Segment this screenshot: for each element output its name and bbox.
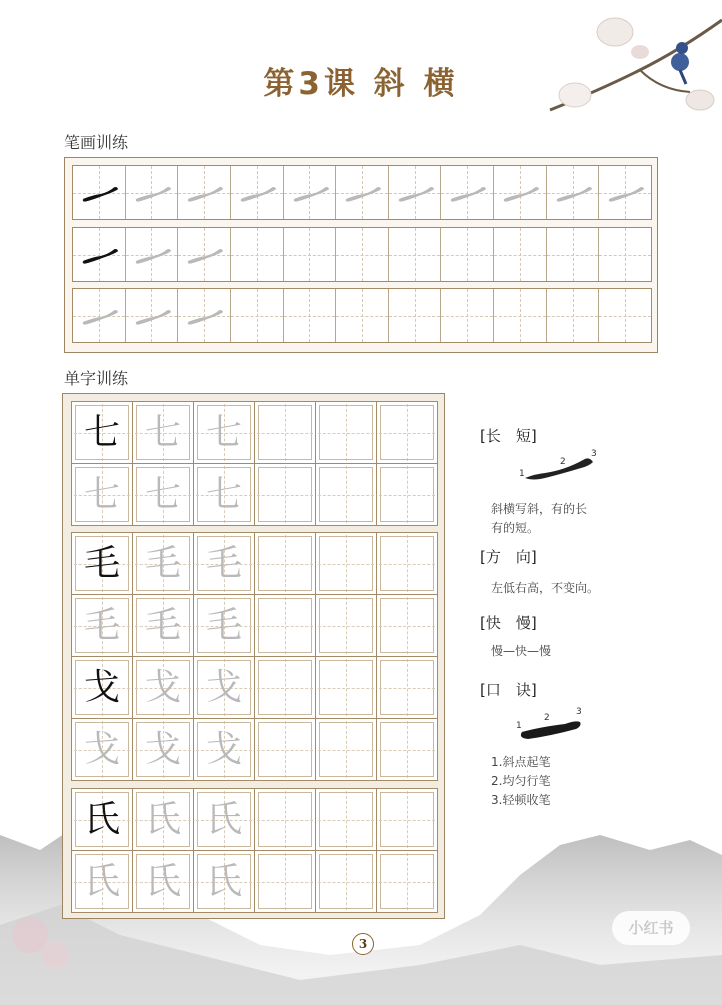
- char-cell[interactable]: [72, 464, 133, 525]
- tracing-character: 戈: [144, 666, 181, 708]
- char-cell[interactable]: [316, 533, 377, 594]
- char-cell[interactable]: [194, 789, 255, 850]
- tracing-character: 氏: [205, 860, 242, 902]
- stroke-cell[interactable]: [231, 289, 284, 342]
- stroke-row: [72, 165, 652, 220]
- stroke-cell[interactable]: [547, 166, 600, 219]
- char-cell[interactable]: [377, 719, 437, 780]
- slanted-stroke-guide: [178, 289, 230, 342]
- stroke-cell[interactable]: [126, 166, 179, 219]
- char-cell[interactable]: [255, 719, 316, 780]
- slanted-stroke-sample: [73, 228, 125, 281]
- tip-rhyme-heading: [口 诀]: [480, 681, 537, 699]
- tip-length-heading: [长 短]: [480, 427, 537, 445]
- char-cell[interactable]: [194, 464, 255, 525]
- char-cell[interactable]: [316, 719, 377, 780]
- slanted-stroke-guide: [441, 166, 493, 219]
- tracing-character: 氏: [144, 798, 181, 840]
- stroke-cell[interactable]: [336, 289, 389, 342]
- tracing-character: 毛: [205, 542, 242, 584]
- brush-stroke-diagram: [510, 702, 600, 747]
- char-cell[interactable]: [255, 402, 316, 463]
- slanted-stroke-guide: [599, 166, 651, 219]
- slanted-stroke-diagram: [505, 448, 605, 488]
- char-cell[interactable]: [194, 719, 255, 780]
- char-cell[interactable]: [377, 533, 437, 594]
- char-group: [71, 401, 438, 526]
- char-cell[interactable]: [377, 595, 437, 656]
- stroke-row: [72, 227, 652, 282]
- stroke-cell[interactable]: [73, 228, 126, 281]
- stroke-cell[interactable]: [284, 289, 337, 342]
- tracing-character: 七: [83, 473, 120, 515]
- slanted-stroke-guide: [126, 228, 178, 281]
- stroke-cell[interactable]: [73, 166, 126, 219]
- char-cell[interactable]: [377, 464, 437, 525]
- stroke-cell[interactable]: [231, 228, 284, 281]
- stroke-cell[interactable]: [599, 228, 651, 281]
- char-cell[interactable]: [133, 789, 194, 850]
- char-cell[interactable]: [377, 789, 437, 850]
- char-cell[interactable]: [255, 851, 316, 912]
- stroke-cell[interactable]: [178, 228, 231, 281]
- slanted-stroke-guide: [336, 166, 388, 219]
- char-cell[interactable]: [316, 464, 377, 525]
- stroke-cell[interactable]: [494, 228, 547, 281]
- diagram-label-1: 1: [519, 469, 525, 479]
- char-group: [71, 788, 438, 913]
- tip-speed-text: 慢—快—慢: [491, 644, 552, 658]
- char-row: [72, 533, 437, 594]
- slanted-stroke-guide: [284, 166, 336, 219]
- slanted-stroke-guide: [126, 166, 178, 219]
- char-group: [71, 656, 438, 781]
- char-row: [72, 718, 437, 780]
- tracing-character: 毛: [205, 604, 242, 646]
- tip-speed-heading: [快 慢]: [480, 614, 537, 632]
- stroke-cell[interactable]: [389, 228, 442, 281]
- char-cell[interactable]: [133, 402, 194, 463]
- char-cell[interactable]: [72, 402, 133, 463]
- stroke-cell[interactable]: [73, 289, 126, 342]
- char-cell[interactable]: [133, 595, 194, 656]
- tracing-character: 戈: [205, 728, 242, 770]
- tracing-character: 戈: [205, 666, 242, 708]
- stroke-cell[interactable]: [599, 166, 651, 219]
- char-cell[interactable]: [72, 851, 133, 912]
- slanted-stroke-guide: [494, 166, 546, 219]
- char-cell[interactable]: [316, 595, 377, 656]
- char-cell[interactable]: [255, 657, 316, 718]
- char-row: [72, 657, 437, 718]
- char-cell[interactable]: [194, 851, 255, 912]
- stroke-cell[interactable]: [284, 166, 337, 219]
- char-cell[interactable]: [316, 789, 377, 850]
- slanted-stroke-guide: [126, 289, 178, 342]
- stroke-cell[interactable]: [178, 289, 231, 342]
- tip-rhyme-item-1: 1.斜点起笔: [491, 755, 551, 769]
- char-cell[interactable]: [377, 402, 437, 463]
- slanted-stroke-guide: [547, 166, 599, 219]
- stroke-cell[interactable]: [126, 289, 179, 342]
- slanted-stroke-guide: [231, 166, 283, 219]
- rhyme-diagram-label-2: 2: [544, 713, 550, 723]
- char-cell[interactable]: [72, 657, 133, 718]
- char-row: [72, 850, 437, 912]
- char-cell[interactable]: [255, 533, 316, 594]
- stroke-cell[interactable]: [494, 289, 547, 342]
- char-cell[interactable]: [72, 719, 133, 780]
- stroke-cell[interactable]: [126, 228, 179, 281]
- char-row: [72, 594, 437, 656]
- tracing-character: 七: [205, 411, 242, 453]
- stroke-training-label: 笔画训练: [64, 133, 129, 152]
- tip-rhyme-item-3: 3.轻顿收笔: [491, 793, 551, 807]
- tip-direction-text: 左低右高，不变向。: [491, 581, 600, 595]
- slanted-stroke-guide: [389, 166, 441, 219]
- char-cell[interactable]: [316, 657, 377, 718]
- char-cell[interactable]: [72, 533, 133, 594]
- lesson-title: 第3课 斜 横: [263, 66, 459, 102]
- stroke-cell[interactable]: [284, 228, 337, 281]
- tracing-character: 戈: [83, 728, 120, 770]
- char-cell[interactable]: [194, 402, 255, 463]
- stroke-cell[interactable]: [178, 166, 231, 219]
- char-cell[interactable]: [377, 657, 437, 718]
- stroke-cell[interactable]: [494, 166, 547, 219]
- model-character: 戈: [83, 666, 120, 708]
- tracing-character: 戈: [144, 728, 181, 770]
- diagram-label-2: 2: [560, 457, 566, 467]
- char-cell[interactable]: [377, 851, 437, 912]
- diagram-label-3: 3: [591, 449, 597, 459]
- tracing-character: 毛: [144, 542, 181, 584]
- tracing-character: 氏: [205, 798, 242, 840]
- slanted-stroke-guide: [178, 228, 230, 281]
- stroke-cell[interactable]: [336, 228, 389, 281]
- stroke-cell[interactable]: [547, 289, 600, 342]
- char-cell[interactable]: [194, 533, 255, 594]
- watermark-badge: [612, 911, 690, 945]
- char-cell[interactable]: [255, 789, 316, 850]
- slanted-stroke-guide: [73, 289, 125, 342]
- stroke-cell[interactable]: [336, 166, 389, 219]
- stroke-cell[interactable]: [441, 289, 494, 342]
- stroke-cell[interactable]: [441, 166, 494, 219]
- stroke-cell[interactable]: [231, 166, 284, 219]
- stroke-cell[interactable]: [389, 289, 442, 342]
- char-cell[interactable]: [72, 789, 133, 850]
- model-character: 七: [83, 411, 120, 453]
- tracing-character: 七: [205, 473, 242, 515]
- stroke-cell[interactable]: [599, 289, 651, 342]
- rhyme-diagram-label-3: 3: [576, 707, 582, 717]
- char-row: [72, 402, 437, 463]
- character-practice-grid: [62, 393, 445, 919]
- stroke-practice-grid: [64, 157, 658, 353]
- page-number: 3: [352, 933, 374, 955]
- model-character: 毛: [83, 542, 120, 584]
- tracing-character: 毛: [83, 604, 120, 646]
- tracing-character: 七: [144, 473, 181, 515]
- char-cell[interactable]: [133, 719, 194, 780]
- slanted-stroke-sample: [73, 166, 125, 219]
- char-cell[interactable]: [133, 657, 194, 718]
- char-training-label: 单字训练: [64, 369, 129, 388]
- char-cell[interactable]: [133, 464, 194, 525]
- char-group: [71, 532, 438, 657]
- tip-length-text-2: 有的短。: [491, 521, 540, 535]
- stroke-cell[interactable]: [389, 166, 442, 219]
- tracing-character: 氏: [144, 860, 181, 902]
- char-cell[interactable]: [255, 595, 316, 656]
- char-cell[interactable]: [255, 464, 316, 525]
- char-cell[interactable]: [194, 595, 255, 656]
- char-cell[interactable]: [194, 657, 255, 718]
- tracing-character: 氏: [83, 860, 120, 902]
- tracing-character: 毛: [144, 604, 181, 646]
- tip-direction-heading: [方 向]: [480, 548, 537, 566]
- rhyme-diagram-label-1: 1: [516, 721, 522, 731]
- model-character: 氏: [83, 798, 120, 840]
- char-cell[interactable]: [316, 851, 377, 912]
- char-row: [72, 789, 437, 850]
- slanted-stroke-guide: [178, 166, 230, 219]
- char-row: [72, 463, 437, 525]
- watermark-text: 小红书: [628, 919, 674, 937]
- tip-length-text-1: 斜横写斜，有的长: [491, 502, 588, 516]
- tip-rhyme-item-2: 2.均匀行笔: [491, 774, 551, 788]
- char-cell[interactable]: [72, 595, 133, 656]
- stroke-cell[interactable]: [441, 228, 494, 281]
- stroke-cell[interactable]: [547, 228, 600, 281]
- char-cell[interactable]: [316, 402, 377, 463]
- char-cell[interactable]: [133, 533, 194, 594]
- stroke-row: [72, 288, 652, 343]
- char-cell[interactable]: [133, 851, 194, 912]
- tracing-character: 七: [144, 411, 181, 453]
